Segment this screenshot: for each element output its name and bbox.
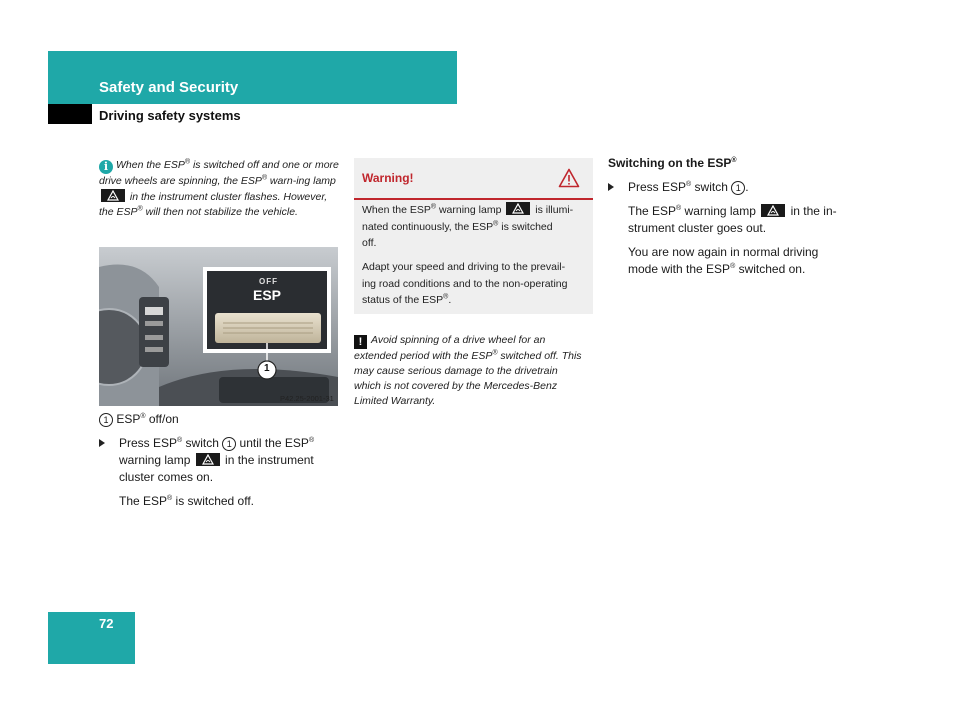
page-number: 72 [99, 616, 114, 631]
exclamation-icon: ! [354, 335, 367, 349]
caution-note: ! Avoid spinning of a drive wheel for an extended period with the ESP® switched off. This may cause serious damage to the drivetrain which is not covered by the Mercedes-Benz Limited Warranty. [354, 334, 582, 407]
warning-paragraph-1: When the ESP® warning lamp is illumi- nated continuously, the ESP® is switched off. [362, 203, 574, 249]
section-title: Safety and Security [99, 79, 239, 96]
esp-label: ESP [253, 287, 282, 303]
warning-triangle-icon [558, 168, 580, 193]
off-label: OFF [259, 277, 278, 286]
callout-number: 1 [264, 363, 270, 374]
subsection-marker [48, 104, 92, 124]
esp-warning-lamp-icon [761, 204, 785, 217]
warning-header [354, 158, 593, 200]
subsection-title: Driving safety systems [99, 108, 241, 123]
esp-warning-lamp-icon [101, 189, 125, 202]
warning-box [354, 158, 593, 314]
esp-warning-lamp-icon [506, 202, 530, 215]
callout-circle: 1 [99, 413, 113, 427]
esp-switch-photo [99, 247, 338, 406]
switching-on-heading: Switching on the ESP® [608, 156, 737, 170]
warning-paragraph-2: Adapt your speed and driving to the prevail- ing road conditions and to the non-operating status of the ESP®. [362, 261, 568, 306]
result-esp-off: The ESP® is switched off. [119, 494, 255, 508]
info-icon: i [99, 160, 113, 174]
bullet-arrow-icon [99, 439, 105, 447]
result-normal-mode: You are now again in normal driving mode with the ESP® switched on. [628, 245, 819, 276]
photo-caption: 1 ESP® off/on [99, 411, 179, 427]
bullet-arrow-icon [608, 183, 614, 191]
image-code: P42.25-2001-31 [280, 394, 334, 403]
section-header-bar [48, 51, 457, 104]
page-number-tab [48, 612, 135, 664]
esp-warning-lamp-icon [196, 453, 220, 466]
result-lamp-out: The ESP® warning lamp in the in- strument cluster goes out. [628, 204, 837, 235]
info-note: i When the ESP® is switched off and one or more drive wheels are spinning, the ESP® warn-ing lamp in the instrument cluster flashes. However, the ESP® will then not stabilize the vehicle. [99, 158, 339, 218]
step-press-esp-off: Press ESP® switch 1 until the ESP® warning lamp in the instrument cluster comes on. [119, 435, 344, 486]
warning-label: Warning! [362, 171, 414, 185]
step-press-esp-on: Press ESP® switch 1 . [628, 179, 749, 196]
